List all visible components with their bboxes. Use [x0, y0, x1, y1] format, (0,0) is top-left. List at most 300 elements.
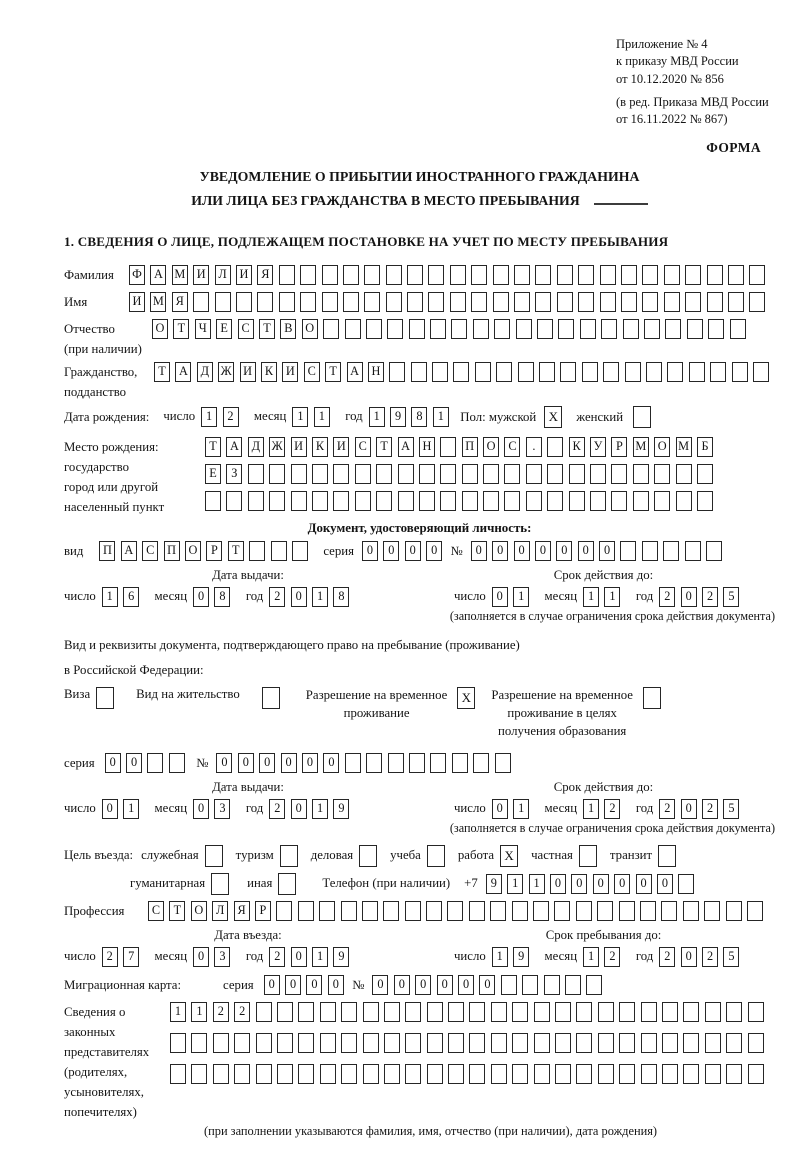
char-cell[interactable]: [664, 265, 680, 285]
char-cell[interactable]: 8: [214, 587, 230, 607]
char-cell[interactable]: 1: [513, 799, 529, 819]
char-cell[interactable]: [662, 1064, 678, 1084]
char-cell[interactable]: 0: [415, 975, 431, 995]
purpose-business-checkbox[interactable]: [359, 845, 377, 867]
char-cell[interactable]: 5: [723, 947, 739, 967]
char-cell[interactable]: [366, 319, 382, 339]
char-cell[interactable]: [683, 1033, 699, 1053]
char-cell[interactable]: [707, 292, 723, 312]
char-cell[interactable]: 8: [411, 407, 427, 427]
char-cell[interactable]: 0: [556, 541, 572, 561]
char-cell[interactable]: П: [164, 541, 180, 561]
char-cell[interactable]: [621, 292, 637, 312]
char-cell[interactable]: 0: [426, 541, 442, 561]
char-cell[interactable]: [555, 1033, 571, 1053]
char-cell[interactable]: [193, 292, 209, 312]
char-cell[interactable]: .: [526, 437, 542, 457]
char-cell[interactable]: 0: [383, 541, 399, 561]
char-cell[interactable]: [213, 1064, 229, 1084]
char-cell[interactable]: [473, 319, 489, 339]
char-cell[interactable]: 0: [306, 975, 322, 995]
char-cell[interactable]: 5: [723, 799, 739, 819]
char-cell[interactable]: 0: [614, 874, 630, 894]
char-cell[interactable]: Д: [197, 362, 213, 382]
char-cell[interactable]: [430, 319, 446, 339]
char-cell[interactable]: О: [152, 319, 168, 339]
char-cell[interactable]: Н: [419, 437, 435, 457]
temp-permit-checkbox[interactable]: X: [457, 687, 475, 709]
char-cell[interactable]: Л: [215, 265, 231, 285]
purpose-private-checkbox[interactable]: [579, 845, 597, 867]
char-cell[interactable]: [453, 362, 469, 382]
purpose-work-checkbox[interactable]: X: [500, 845, 518, 867]
char-cell[interactable]: [732, 362, 748, 382]
char-cell[interactable]: [364, 292, 380, 312]
char-cell[interactable]: [611, 464, 627, 484]
char-cell[interactable]: [450, 292, 466, 312]
char-cell[interactable]: [547, 491, 563, 511]
char-cell[interactable]: [582, 362, 598, 382]
char-cell[interactable]: [569, 464, 585, 484]
char-cell[interactable]: [345, 319, 361, 339]
char-cell[interactable]: Н: [368, 362, 384, 382]
char-cell[interactable]: Т: [169, 901, 185, 921]
char-cell[interactable]: А: [121, 541, 137, 561]
char-cell[interactable]: 0: [479, 975, 495, 995]
char-cell[interactable]: [257, 292, 273, 312]
char-cell[interactable]: 8: [333, 587, 349, 607]
char-cell[interactable]: [322, 265, 338, 285]
char-cell[interactable]: Р: [611, 437, 627, 457]
char-cell[interactable]: [213, 1033, 229, 1053]
char-cell[interactable]: [558, 319, 574, 339]
char-cell[interactable]: И: [240, 362, 256, 382]
char-cell[interactable]: [697, 464, 713, 484]
char-cell[interactable]: 2: [102, 947, 118, 967]
char-cell[interactable]: [376, 464, 392, 484]
char-cell[interactable]: 0: [578, 541, 594, 561]
char-cell[interactable]: [405, 901, 421, 921]
edu-permit-checkbox[interactable]: [643, 687, 661, 709]
char-cell[interactable]: [600, 265, 616, 285]
char-cell[interactable]: [448, 1064, 464, 1084]
char-cell[interactable]: [355, 464, 371, 484]
char-cell[interactable]: С: [355, 437, 371, 457]
char-cell[interactable]: [501, 975, 517, 995]
char-cell[interactable]: [753, 362, 769, 382]
char-cell[interactable]: [343, 292, 359, 312]
char-cell[interactable]: [619, 1033, 635, 1053]
char-cell[interactable]: 0: [102, 799, 118, 819]
char-cell[interactable]: [277, 1002, 293, 1022]
char-cell[interactable]: 7: [123, 947, 139, 967]
char-cell[interactable]: [450, 265, 466, 285]
char-cell[interactable]: [205, 491, 221, 511]
char-cell[interactable]: [522, 975, 538, 995]
char-cell[interactable]: [661, 901, 677, 921]
char-cell[interactable]: [611, 491, 627, 511]
char-cell[interactable]: О: [191, 901, 207, 921]
char-cell[interactable]: П: [462, 437, 478, 457]
char-cell[interactable]: [256, 1064, 272, 1084]
char-cell[interactable]: [333, 491, 349, 511]
char-cell[interactable]: [312, 464, 328, 484]
char-cell[interactable]: 2: [269, 947, 285, 967]
char-cell[interactable]: А: [398, 437, 414, 457]
char-cell[interactable]: 0: [599, 541, 615, 561]
char-cell[interactable]: [512, 1002, 528, 1022]
sex-female-checkbox[interactable]: [633, 406, 651, 428]
char-cell[interactable]: [619, 1064, 635, 1084]
char-cell[interactable]: 2: [604, 947, 620, 967]
char-cell[interactable]: 0: [362, 541, 378, 561]
char-cell[interactable]: 0: [291, 799, 307, 819]
char-cell[interactable]: [291, 464, 307, 484]
char-cell[interactable]: [312, 491, 328, 511]
char-cell[interactable]: Ч: [195, 319, 211, 339]
sex-male-checkbox[interactable]: X: [544, 406, 562, 428]
char-cell[interactable]: 2: [702, 947, 718, 967]
char-cell[interactable]: [580, 319, 596, 339]
char-cell[interactable]: [526, 491, 542, 511]
char-cell[interactable]: [749, 292, 765, 312]
char-cell[interactable]: [623, 319, 639, 339]
char-cell[interactable]: 2: [659, 587, 675, 607]
char-cell[interactable]: [641, 1033, 657, 1053]
char-cell[interactable]: [621, 265, 637, 285]
char-cell[interactable]: [411, 362, 427, 382]
char-cell[interactable]: [215, 292, 231, 312]
char-cell[interactable]: [678, 874, 694, 894]
char-cell[interactable]: [726, 1002, 742, 1022]
char-cell[interactable]: [494, 319, 510, 339]
char-cell[interactable]: [633, 464, 649, 484]
char-cell[interactable]: [514, 265, 530, 285]
char-cell[interactable]: [341, 1064, 357, 1084]
char-cell[interactable]: П: [99, 541, 115, 561]
char-cell[interactable]: 9: [333, 947, 349, 967]
char-cell[interactable]: 0: [492, 587, 508, 607]
char-cell[interactable]: [512, 901, 528, 921]
char-cell[interactable]: [625, 362, 641, 382]
char-cell[interactable]: Е: [216, 319, 232, 339]
char-cell[interactable]: 1: [312, 587, 328, 607]
char-cell[interactable]: [534, 1033, 550, 1053]
char-cell[interactable]: 1: [433, 407, 449, 427]
char-cell[interactable]: О: [302, 319, 318, 339]
char-cell[interactable]: Т: [228, 541, 244, 561]
char-cell[interactable]: Ф: [129, 265, 145, 285]
char-cell[interactable]: [676, 464, 692, 484]
char-cell[interactable]: [298, 1002, 314, 1022]
char-cell[interactable]: [271, 541, 287, 561]
char-cell[interactable]: [366, 753, 382, 773]
char-cell[interactable]: [544, 975, 560, 995]
char-cell[interactable]: 0: [471, 541, 487, 561]
char-cell[interactable]: [654, 464, 670, 484]
char-cell[interactable]: [749, 265, 765, 285]
char-cell[interactable]: [537, 319, 553, 339]
char-cell[interactable]: [320, 1064, 336, 1084]
char-cell[interactable]: [475, 362, 491, 382]
char-cell[interactable]: [363, 1033, 379, 1053]
char-cell[interactable]: [641, 1064, 657, 1084]
char-cell[interactable]: [662, 1033, 678, 1053]
char-cell[interactable]: [689, 362, 705, 382]
char-cell[interactable]: 1: [583, 587, 599, 607]
purpose-transit-checkbox[interactable]: [658, 845, 676, 867]
char-cell[interactable]: 3: [214, 799, 230, 819]
char-cell[interactable]: 6: [123, 587, 139, 607]
char-cell[interactable]: Т: [154, 362, 170, 382]
char-cell[interactable]: [706, 541, 722, 561]
char-cell[interactable]: [448, 1033, 464, 1053]
char-cell[interactable]: [234, 1064, 250, 1084]
char-cell[interactable]: А: [226, 437, 242, 457]
char-cell[interactable]: Т: [376, 437, 392, 457]
char-cell[interactable]: [426, 901, 442, 921]
char-cell[interactable]: [533, 901, 549, 921]
char-cell[interactable]: С: [504, 437, 520, 457]
char-cell[interactable]: [277, 1033, 293, 1053]
char-cell[interactable]: [440, 437, 456, 457]
char-cell[interactable]: [565, 975, 581, 995]
char-cell[interactable]: [383, 901, 399, 921]
char-cell[interactable]: [384, 1002, 400, 1022]
char-cell[interactable]: [683, 901, 699, 921]
char-cell[interactable]: [341, 901, 357, 921]
char-cell[interactable]: [376, 491, 392, 511]
char-cell[interactable]: [598, 1064, 614, 1084]
char-cell[interactable]: [451, 319, 467, 339]
char-cell[interactable]: [432, 362, 448, 382]
char-cell[interactable]: 1: [170, 1002, 186, 1022]
char-cell[interactable]: 0: [323, 753, 339, 773]
char-cell[interactable]: [256, 1033, 272, 1053]
char-cell[interactable]: [226, 491, 242, 511]
char-cell[interactable]: А: [175, 362, 191, 382]
char-cell[interactable]: [322, 292, 338, 312]
char-cell[interactable]: 2: [659, 947, 675, 967]
char-cell[interactable]: 0: [291, 947, 307, 967]
char-cell[interactable]: [279, 265, 295, 285]
char-cell[interactable]: [419, 491, 435, 511]
char-cell[interactable]: [687, 319, 703, 339]
char-cell[interactable]: [493, 265, 509, 285]
char-cell[interactable]: [526, 464, 542, 484]
char-cell[interactable]: Д: [248, 437, 264, 457]
char-cell[interactable]: 1: [312, 799, 328, 819]
char-cell[interactable]: [405, 1002, 421, 1022]
char-cell[interactable]: 0: [405, 541, 421, 561]
char-cell[interactable]: [633, 491, 649, 511]
char-cell[interactable]: 9: [486, 874, 502, 894]
char-cell[interactable]: [447, 901, 463, 921]
char-cell[interactable]: [535, 292, 551, 312]
char-cell[interactable]: [269, 491, 285, 511]
char-cell[interactable]: Т: [259, 319, 275, 339]
char-cell[interactable]: 0: [550, 874, 566, 894]
char-cell[interactable]: [576, 901, 592, 921]
char-cell[interactable]: [341, 1033, 357, 1053]
char-cell[interactable]: [748, 1064, 764, 1084]
char-cell[interactable]: Т: [205, 437, 221, 457]
char-cell[interactable]: [726, 1064, 742, 1084]
char-cell[interactable]: [170, 1033, 186, 1053]
char-cell[interactable]: 1: [102, 587, 118, 607]
char-cell[interactable]: [440, 464, 456, 484]
char-cell[interactable]: 0: [492, 799, 508, 819]
char-cell[interactable]: М: [172, 265, 188, 285]
char-cell[interactable]: И: [333, 437, 349, 457]
char-cell[interactable]: [427, 1064, 443, 1084]
char-cell[interactable]: [705, 1033, 721, 1053]
char-cell[interactable]: [496, 362, 512, 382]
char-cell[interactable]: 2: [234, 1002, 250, 1022]
char-cell[interactable]: 0: [514, 541, 530, 561]
purpose-humanitarian-checkbox[interactable]: [211, 873, 229, 895]
char-cell[interactable]: [504, 464, 520, 484]
char-cell[interactable]: 2: [223, 407, 239, 427]
char-cell[interactable]: [534, 1002, 550, 1022]
char-cell[interactable]: [708, 319, 724, 339]
char-cell[interactable]: 0: [281, 753, 297, 773]
char-cell[interactable]: [298, 1033, 314, 1053]
char-cell[interactable]: [646, 362, 662, 382]
char-cell[interactable]: [298, 1064, 314, 1084]
char-cell[interactable]: Т: [173, 319, 189, 339]
char-cell[interactable]: 0: [105, 753, 121, 773]
char-cell[interactable]: [576, 1002, 592, 1022]
char-cell[interactable]: [644, 319, 660, 339]
char-cell[interactable]: [448, 1002, 464, 1022]
char-cell[interactable]: 1: [369, 407, 385, 427]
char-cell[interactable]: [748, 1033, 764, 1053]
char-cell[interactable]: [405, 1033, 421, 1053]
char-cell[interactable]: [748, 1002, 764, 1022]
char-cell[interactable]: [665, 319, 681, 339]
char-cell[interactable]: [427, 1002, 443, 1022]
char-cell[interactable]: 0: [593, 874, 609, 894]
char-cell[interactable]: [469, 1064, 485, 1084]
char-cell[interactable]: [170, 1064, 186, 1084]
char-cell[interactable]: [405, 1064, 421, 1084]
char-cell[interactable]: [597, 901, 613, 921]
char-cell[interactable]: [557, 265, 573, 285]
char-cell[interactable]: 1: [312, 947, 328, 967]
purpose-other-checkbox[interactable]: [278, 873, 296, 895]
char-cell[interactable]: 3: [214, 947, 230, 967]
char-cell[interactable]: К: [261, 362, 277, 382]
char-cell[interactable]: 0: [492, 541, 508, 561]
char-cell[interactable]: Р: [255, 901, 271, 921]
char-cell[interactable]: [495, 753, 511, 773]
char-cell[interactable]: [362, 901, 378, 921]
char-cell[interactable]: [490, 901, 506, 921]
char-cell[interactable]: [726, 1033, 742, 1053]
char-cell[interactable]: [683, 1064, 699, 1084]
char-cell[interactable]: 0: [126, 753, 142, 773]
char-cell[interactable]: [642, 292, 658, 312]
char-cell[interactable]: [249, 541, 265, 561]
char-cell[interactable]: [493, 292, 509, 312]
char-cell[interactable]: Р: [206, 541, 222, 561]
char-cell[interactable]: 0: [681, 587, 697, 607]
char-cell[interactable]: [619, 901, 635, 921]
char-cell[interactable]: 1: [583, 947, 599, 967]
char-cell[interactable]: [483, 491, 499, 511]
char-cell[interactable]: С: [142, 541, 158, 561]
char-cell[interactable]: 0: [285, 975, 301, 995]
char-cell[interactable]: [277, 1064, 293, 1084]
char-cell[interactable]: В: [280, 319, 296, 339]
char-cell[interactable]: Я: [234, 901, 250, 921]
char-cell[interactable]: 0: [657, 874, 673, 894]
char-cell[interactable]: [554, 901, 570, 921]
char-cell[interactable]: А: [347, 362, 363, 382]
char-cell[interactable]: [685, 541, 701, 561]
char-cell[interactable]: [407, 265, 423, 285]
char-cell[interactable]: [685, 265, 701, 285]
char-cell[interactable]: [640, 901, 656, 921]
char-cell[interactable]: [384, 1064, 400, 1084]
char-cell[interactable]: [547, 437, 563, 457]
char-cell[interactable]: [697, 491, 713, 511]
char-cell[interactable]: 2: [702, 587, 718, 607]
char-cell[interactable]: 0: [193, 587, 209, 607]
char-cell[interactable]: [642, 265, 658, 285]
purpose-tourism-checkbox[interactable]: [280, 845, 298, 867]
char-cell[interactable]: 9: [333, 799, 349, 819]
char-cell[interactable]: У: [590, 437, 606, 457]
char-cell[interactable]: [707, 265, 723, 285]
char-cell[interactable]: [292, 541, 308, 561]
char-cell[interactable]: [298, 901, 314, 921]
char-cell[interactable]: [323, 319, 339, 339]
char-cell[interactable]: [598, 1002, 614, 1022]
char-cell[interactable]: 0: [458, 975, 474, 995]
char-cell[interactable]: [512, 1033, 528, 1053]
char-cell[interactable]: 0: [264, 975, 280, 995]
char-cell[interactable]: [256, 1002, 272, 1022]
char-cell[interactable]: К: [312, 437, 328, 457]
char-cell[interactable]: [504, 491, 520, 511]
char-cell[interactable]: [428, 265, 444, 285]
char-cell[interactable]: [560, 362, 576, 382]
char-cell[interactable]: [576, 1064, 592, 1084]
char-cell[interactable]: 0: [636, 874, 652, 894]
char-cell[interactable]: [147, 753, 163, 773]
char-cell[interactable]: 2: [269, 799, 285, 819]
char-cell[interactable]: [534, 1064, 550, 1084]
char-cell[interactable]: 2: [702, 799, 718, 819]
char-cell[interactable]: [320, 1002, 336, 1022]
char-cell[interactable]: 0: [216, 753, 232, 773]
char-cell[interactable]: [663, 541, 679, 561]
char-cell[interactable]: [512, 1064, 528, 1084]
char-cell[interactable]: 2: [659, 799, 675, 819]
char-cell[interactable]: [355, 491, 371, 511]
char-cell[interactable]: [685, 292, 701, 312]
char-cell[interactable]: 0: [193, 799, 209, 819]
char-cell[interactable]: 9: [513, 947, 529, 967]
char-cell[interactable]: [291, 491, 307, 511]
char-cell[interactable]: [248, 464, 264, 484]
char-cell[interactable]: [409, 753, 425, 773]
char-cell[interactable]: Б: [697, 437, 713, 457]
char-cell[interactable]: А: [150, 265, 166, 285]
char-cell[interactable]: [469, 1033, 485, 1053]
